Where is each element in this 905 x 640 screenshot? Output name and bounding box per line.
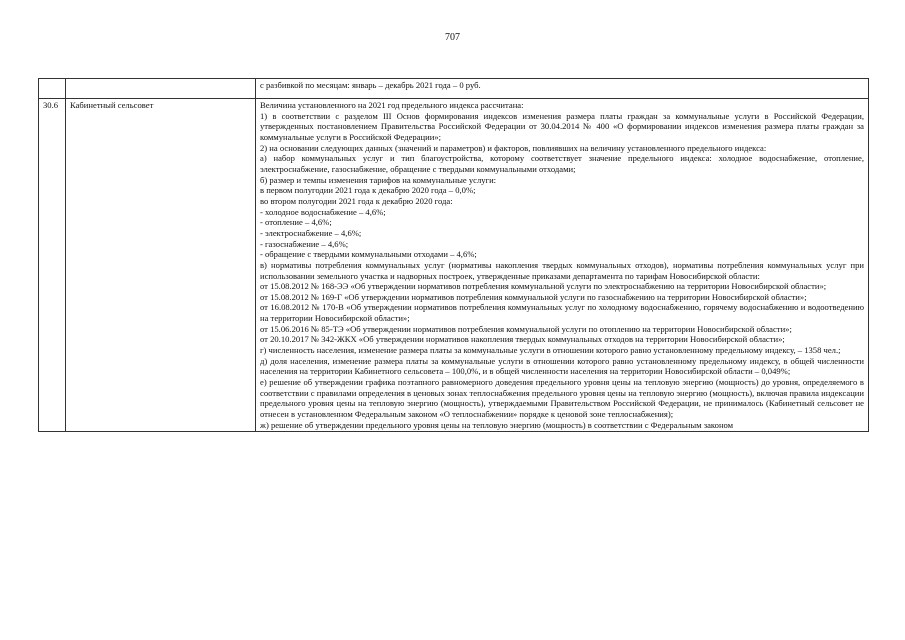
paragraph: от 20.10.2017 № 342-ЖКХ «Об утверждении нормативов накопления твердых коммунальных отходов на территории Новосибирской области»; [260, 334, 785, 345]
table-row [39, 99, 869, 432]
paragraph: а) набор коммунальных услуг и тип благоустройства, которому соответствует значение предельного индекса: холодное водоснабжение, отопление, электроснабжение, газоснабжение, обращение с твердыми коммунальными отходами; [260, 153, 864, 174]
page-number: 707 [445, 32, 460, 43]
paragraph: от 15.06.2016 № 85-ТЭ «Об утверждении нормативов потребления коммунальной услуги по отоплению на территории Новосибирской области»; [260, 323, 792, 334]
paragraph: д) доля населения, изменение размера платы за коммунальные услуги в отношении которого равно установленному предельному индексу, в общей численности населения на территории Кабинетного сельсовета – 100,0%, и в общей численности населения на территории Новосибирской области – 0,049%; [260, 355, 864, 377]
paragraph: 2) на основании следующих данных (значений и параметров) и факторов, повлиявших на величину установленного предельного индекса: [260, 142, 767, 153]
row-text-cell [256, 79, 869, 99]
row-name-cell [66, 79, 256, 99]
row-text-cell [256, 99, 869, 432]
paragraph: б) размер и темпы изменения тарифов на коммунальные услуги: [260, 174, 497, 185]
paragraph: 1) в соответствии с разделом III Основ формирования индексов изменения размера платы граждан за коммунальные услуги в Российской Федерации, утвержденных постановлением Правительства Российской Федерации от 30.04.2014 № 400 «О формировании индексов изменения размера платы граждан за коммунальные услуги в Российской Федерации»; [260, 110, 864, 142]
row-name-cell: Кабинетный сельсовет [66, 99, 256, 432]
row-number-cell: 30.6 [39, 99, 66, 432]
paragraph: с разбивкой по месяцам: январь – декабрь 2021 года – 0 руб. [260, 80, 481, 90]
paragraph: е) решение об утверждении графика поэтапного равномерного доведения предельного уровня цены на тепловую энергию (мощность) до уровня, определяемого в соответствии с правилами определения в ценовых зонах теплоснабжения предельного уровня цены на тепловую энергию (мощность), включая правила индексации предельного уровня цены на тепловую энергию (мощность), утверждаемыми Правительством Российской Федерации, не принималось (Кабинетный сельсовет не отнесен в установленном Федеральным законом «О теплоснабжении» порядке к ценовой зоне теплоснабжения); [260, 377, 864, 420]
paragraph: в первом полугодии 2021 года к декабрю 2020 года – 0,0%; [260, 185, 476, 196]
document-table [38, 78, 869, 432]
paragraph: Величина установленного на 2021 год предельного индекса рассчитана: [260, 100, 524, 110]
paragraph: - газоснабжение – 4,6%; [260, 238, 349, 249]
paragraph: г) численность населения, изменение размера платы за коммунальные услуги в отношении которого равно установленному предельному индексу, – 1358 чел.; [260, 345, 841, 356]
paragraph: в) нормативы потребления коммунальных услуг (нормативы накопления твердых коммунальных отходов), нормативы потребления коммунальных услуг при использовании земельного участка и надворных построек, утвержденные приказами департамента по тарифам Новосибирской области: [260, 259, 864, 281]
table-row [39, 79, 869, 99]
paragraph: во втором полугодии 2021 года к декабрю 2020 года: [260, 195, 453, 206]
paragraph: - отопление – 4,6%; [260, 217, 332, 228]
row-number-cell [39, 79, 66, 99]
paragraph: от 15.08.2012 № 169-Г «Об утверждении нормативов потребления коммунальной услуги по газоснабжению на территории Новосибирской области»; [260, 291, 807, 302]
paragraph: ж) решение об утверждении предельного уровня цены на тепловую энергию (мощность) в соответствии с Федеральным законом [260, 419, 734, 430]
paragraph: - электроснабжение – 4,6%; [260, 227, 362, 238]
paragraph: - холодное водоснабжение – 4,6%; [260, 206, 386, 217]
paragraph: от 15.08.2012 № 168-ЭЭ «Об утверждении нормативов потребления коммунальной услуги по электроснабжению на территории Новосибирской области»; [260, 281, 827, 292]
paragraph: от 16.08.2012 № 170-В «Об утверждении нормативов потребления коммунальных услуг по холодному водоснабжению, горячему водоснабжению и водоотведению на территории Новосибирской области»; [260, 302, 864, 324]
paragraph: - обращение с твердыми коммунальными отходами – 4,6%; [260, 249, 477, 260]
